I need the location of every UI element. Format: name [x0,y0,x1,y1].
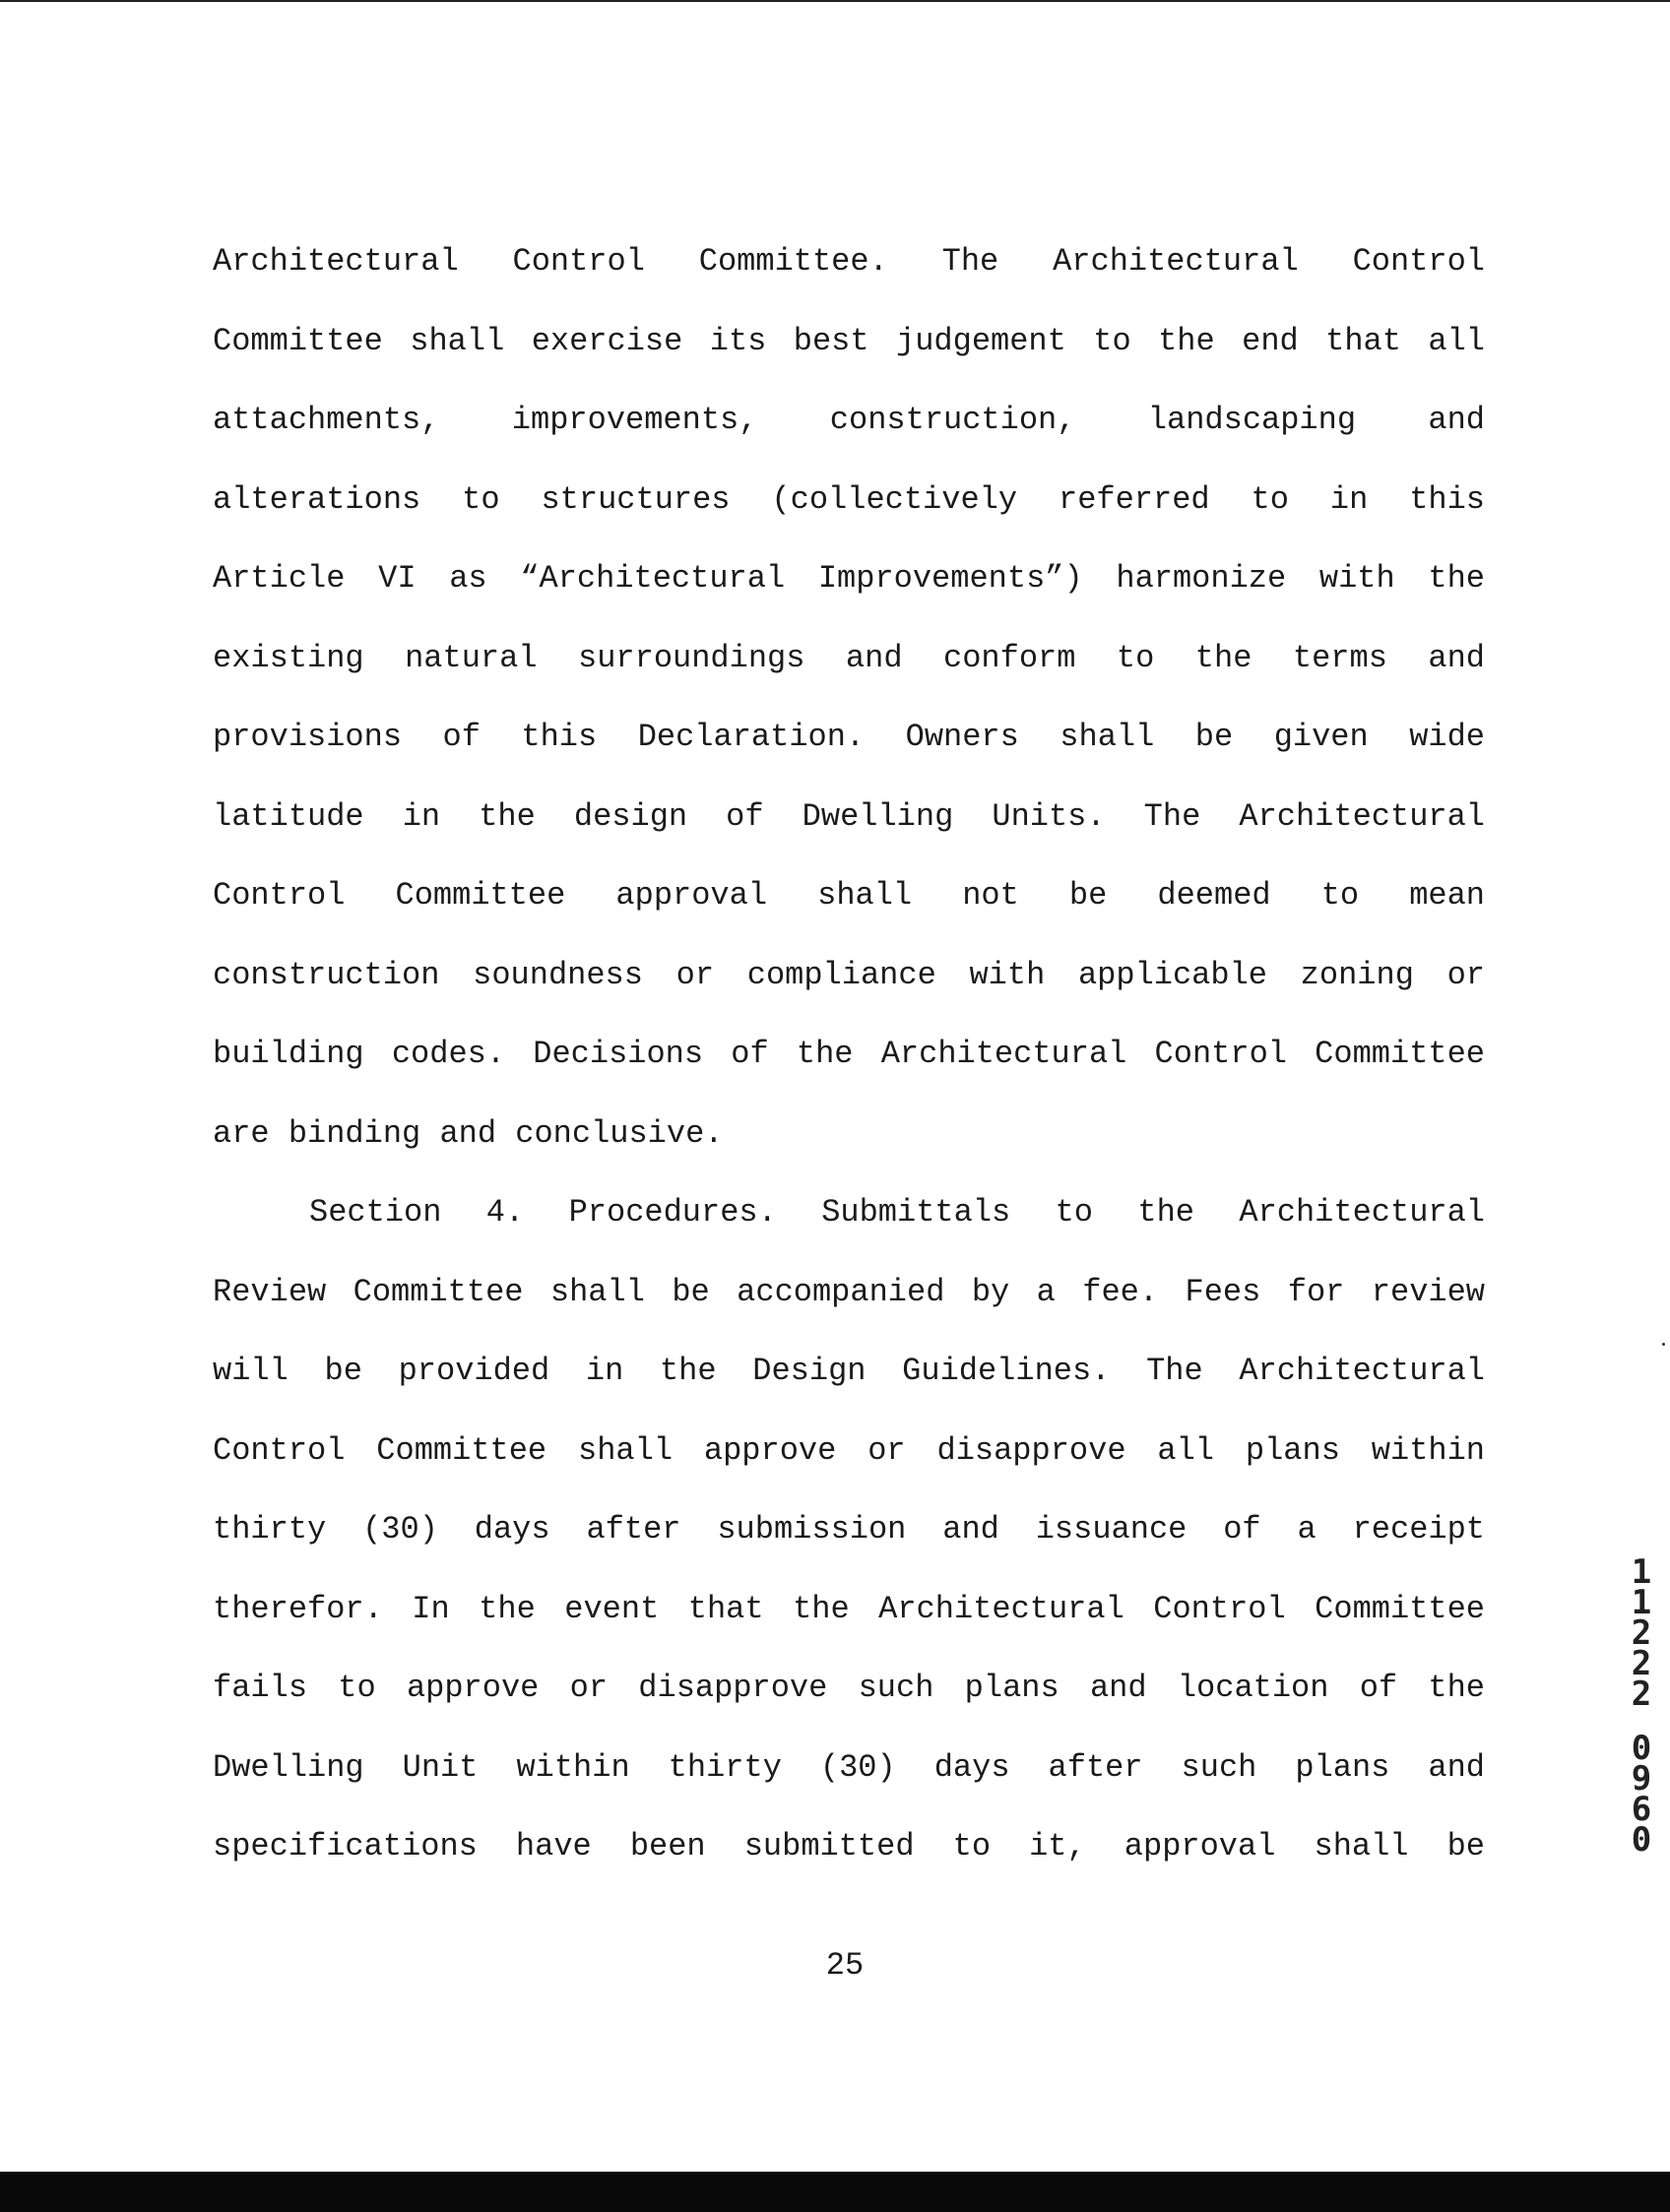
text-line: attachments, improvements, construction, landscaping and [213,402,1485,438]
text-line: Architectural Control Committee. The Architectural Control [213,243,1485,280]
scan-speck [1662,1343,1665,1346]
text-line: are binding and conclusive. [213,1114,724,1152]
stamp-digit: 6 [1631,1790,1652,1829]
stamp-digit: 2 [1631,1675,1652,1714]
page-number: 25 [825,1947,865,1984]
scan-bottom-edge [0,2172,1670,2212]
stamp-digit: 2 [1631,1613,1652,1653]
stamp-digit: 0 [1631,1729,1652,1768]
text-line: Control Committee approval shall not be deemed to mean [213,877,1485,914]
text-line: existing natural surroundings and conform to the terms and [213,639,1485,676]
text-line: will be provided in the Design Guidelines. The Architectural [213,1353,1485,1389]
stamp-digit: 0 [1631,1820,1652,1860]
text-line: Control Committee shall approve or disapprove all plans within [213,1431,1485,1469]
text-line: building codes. Decisions of the Architectural Control Committee [213,1036,1485,1072]
scan-top-edge [0,0,1670,2]
text-line: provisions of this Declaration. Owners shall be given wide [213,719,1485,755]
text-line: therefor. In the event that the Architectural Control Committee [213,1590,1485,1627]
stamp-digit: 9 [1631,1759,1652,1799]
stamp-digit: 1 [1631,1552,1652,1592]
section-heading-line: Section 4. Procedures. Submittals to the Architectural [309,1194,1485,1231]
stamp-digit: 2 [1631,1644,1652,1683]
text-line: Committee shall exercise its best judgement to the end that all [213,322,1485,359]
text-line: construction soundness or compliance with applicable zoning or [213,956,1485,993]
text-line: fails to approve or disapprove such plans and location of the [213,1670,1485,1706]
stamp-digit: 1 [1631,1583,1652,1622]
text-line: latitude in the design of Dwelling Units. The Architectural [213,797,1485,835]
text-line: Review Committee shall be accompanied by a fee. Fees for review [213,1273,1485,1310]
text-line: thirty (30) days after submission and issuance of a receipt [213,1511,1485,1548]
text-line: Article VI as “Architectural Improvements”) harmonize with the [213,560,1485,597]
text-line: alterations to structures (collectively referred to in this [213,480,1485,518]
text-line: Dwelling Unit within thirty (30) days after such plans and [213,1748,1485,1786]
body-text [213,222,1485,1887]
margin-record-stamp [1625,1552,1658,1860]
text-line: specifications have been submitted to it, approval shall be [213,1828,1485,1864]
